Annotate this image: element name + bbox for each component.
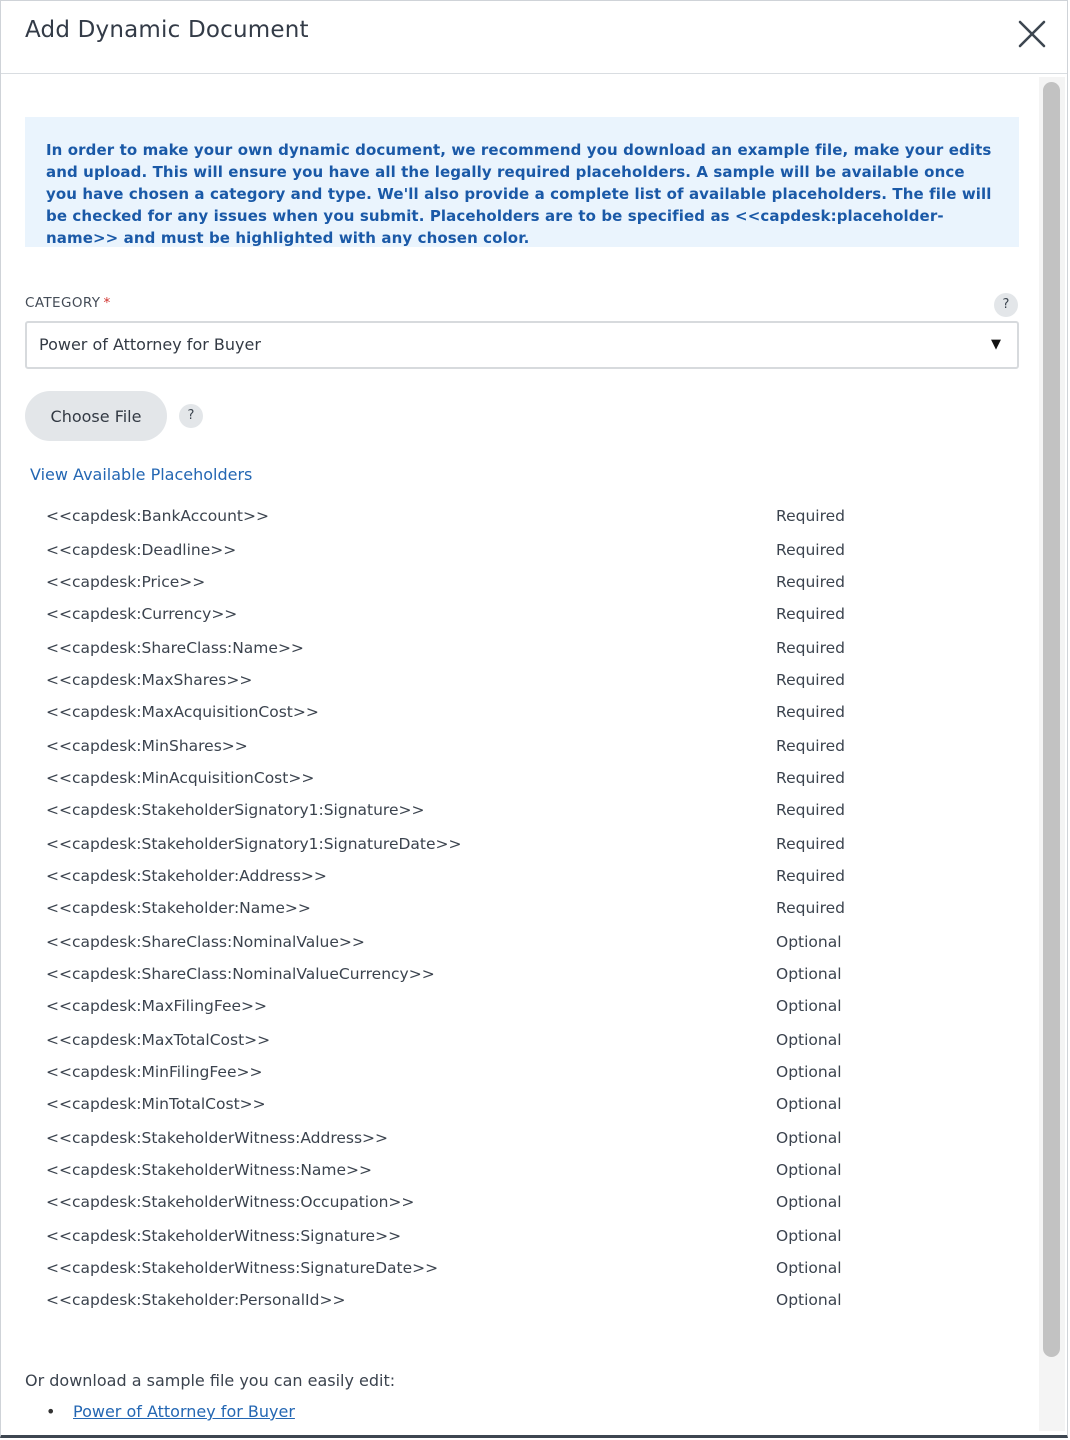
placeholder-status: Required [776, 507, 845, 525]
placeholder-row [46, 1129, 946, 1157]
placeholder-status: Required [776, 867, 845, 885]
placeholder-status: Optional [776, 1227, 842, 1245]
close-icon[interactable] [1015, 17, 1049, 51]
placeholder-row [46, 801, 946, 829]
placeholder-name: <<capdesk:StakeholderWitness:SignatureDate>> [46, 1259, 439, 1277]
placeholder-status: Optional [776, 1259, 842, 1277]
placeholder-status: Optional [776, 1031, 842, 1049]
placeholder-row [46, 1259, 946, 1287]
placeholder-status: Optional [776, 933, 842, 951]
chevron-down-icon: ▼ [991, 337, 1001, 352]
placeholder-status: Optional [776, 997, 842, 1015]
placeholder-name: <<capdesk:MinTotalCost>> [46, 1095, 266, 1113]
placeholder-status: Required [776, 835, 845, 853]
placeholder-status: Required [776, 737, 845, 755]
placeholder-name: <<capdesk:MaxAcquisitionCost>> [46, 703, 319, 721]
placeholder-name: <<capdesk:MaxFilingFee>> [46, 997, 268, 1015]
placeholder-row [46, 1291, 946, 1319]
category-help-icon[interactable]: ? [994, 293, 1018, 317]
choose-file-button[interactable]: Choose File [25, 391, 167, 441]
placeholder-row [46, 1193, 946, 1221]
category-label [25, 295, 111, 311]
view-placeholders-link[interactable]: View Available Placeholders [30, 465, 253, 484]
placeholder-name: <<capdesk:StakeholderSignatory1:Signature>> [46, 801, 425, 819]
placeholder-name: <<capdesk:StakeholderWitness:Signature>> [46, 1227, 402, 1245]
placeholder-row [46, 605, 946, 633]
placeholder-status: Required [776, 573, 845, 591]
placeholder-status: Optional [776, 1063, 842, 1081]
placeholder-row [46, 769, 946, 797]
placeholder-name: <<capdesk:Stakeholder:Name>> [46, 899, 311, 917]
placeholder-name: <<capdesk:Stakeholder:Address>> [46, 867, 327, 885]
placeholder-name: <<capdesk:MaxTotalCost>> [46, 1031, 271, 1049]
placeholder-status: Required [776, 899, 845, 917]
placeholder-status: Optional [776, 965, 842, 983]
category-label-text: CATEGORY [25, 295, 101, 311]
placeholder-status: Required [776, 801, 845, 819]
scrollbar-thumb[interactable] [1043, 82, 1060, 1357]
placeholder-row [46, 737, 946, 765]
placeholder-status: Required [776, 541, 845, 559]
placeholder-row [46, 1227, 946, 1255]
placeholder-row [46, 639, 946, 667]
placeholder-status: Optional [776, 1161, 842, 1179]
file-help-icon[interactable]: ? [179, 404, 203, 428]
placeholder-row [46, 703, 946, 731]
placeholder-row [46, 573, 946, 601]
sample-file-link[interactable]: Power of Attorney for Buyer [73, 1402, 295, 1421]
placeholder-name: <<capdesk:StakeholderWitness:Name>> [46, 1161, 373, 1179]
placeholder-row [46, 899, 946, 927]
category-selected-value: Power of Attorney for Buyer [39, 335, 261, 354]
placeholder-row [46, 1095, 946, 1123]
placeholder-name: <<capdesk:MaxShares>> [46, 671, 253, 689]
placeholder-name: <<capdesk:StakeholderSignatory1:SignatureDate>> [46, 835, 462, 853]
placeholder-status: Optional [776, 1193, 842, 1211]
list-bullet: • [46, 1402, 56, 1421]
placeholder-row [46, 541, 946, 569]
placeholder-name: <<capdesk:ShareClass:NominalValue>> [46, 933, 365, 951]
placeholder-name: <<capdesk:ShareClass:NominalValueCurrency>> [46, 965, 435, 983]
info-banner: In order to make your own dynamic document, we recommend you download an example file, make your edits and upload. This will ensure you have all the legally required placeholders. A sample will be available once you have chosen a category and type. We'll also provide a complete list of available placeholders. The file will be checked for any issues when you submit. Placeholders are to be specified as <<capdesk:placeholder-name>> and must be highlighted with any chosen color. [25, 117, 1019, 247]
placeholder-status: Required [776, 671, 845, 689]
category-select[interactable] [25, 321, 1019, 369]
placeholder-name: <<capdesk:MinAcquisitionCost>> [46, 769, 315, 787]
placeholder-name: <<capdesk:StakeholderWitness:Address>> [46, 1129, 389, 1147]
placeholder-name: <<capdesk:ShareClass:Name>> [46, 639, 304, 657]
placeholder-name: <<capdesk:Deadline>> [46, 541, 237, 559]
placeholder-name: <<capdesk:MinShares>> [46, 737, 248, 755]
placeholder-row [46, 671, 946, 699]
placeholder-status: Optional [776, 1129, 842, 1147]
dialog-title: Add Dynamic Document [25, 17, 309, 43]
placeholder-row [46, 867, 946, 895]
placeholder-name: <<capdesk:Currency>> [46, 605, 238, 623]
placeholder-row [46, 965, 946, 993]
placeholder-row [46, 997, 946, 1025]
placeholder-name: <<capdesk:Stakeholder:PersonalId>> [46, 1291, 346, 1309]
placeholder-status: Required [776, 703, 845, 721]
placeholder-row [46, 1063, 946, 1091]
placeholder-row [46, 1031, 946, 1059]
placeholder-row [46, 507, 946, 535]
dialog-header [1, 1, 1067, 74]
placeholder-name: <<capdesk:MinFilingFee>> [46, 1063, 263, 1081]
required-marker: * [103, 295, 111, 311]
placeholder-status: Required [776, 605, 845, 623]
placeholder-status: Optional [776, 1291, 842, 1309]
placeholder-row [46, 835, 946, 863]
placeholder-name: <<capdesk:BankAccount>> [46, 507, 269, 525]
placeholder-status: Required [776, 639, 845, 657]
scrollbar[interactable] [1039, 77, 1065, 1431]
placeholder-row [46, 933, 946, 961]
download-instructions: Or download a sample file you can easily edit: [25, 1371, 396, 1390]
placeholder-name: <<capdesk:StakeholderWitness:Occupation>> [46, 1193, 415, 1211]
placeholder-status: Required [776, 769, 845, 787]
placeholder-name: <<capdesk:Price>> [46, 573, 206, 591]
placeholder-row [46, 1161, 946, 1189]
placeholder-status: Optional [776, 1095, 842, 1113]
